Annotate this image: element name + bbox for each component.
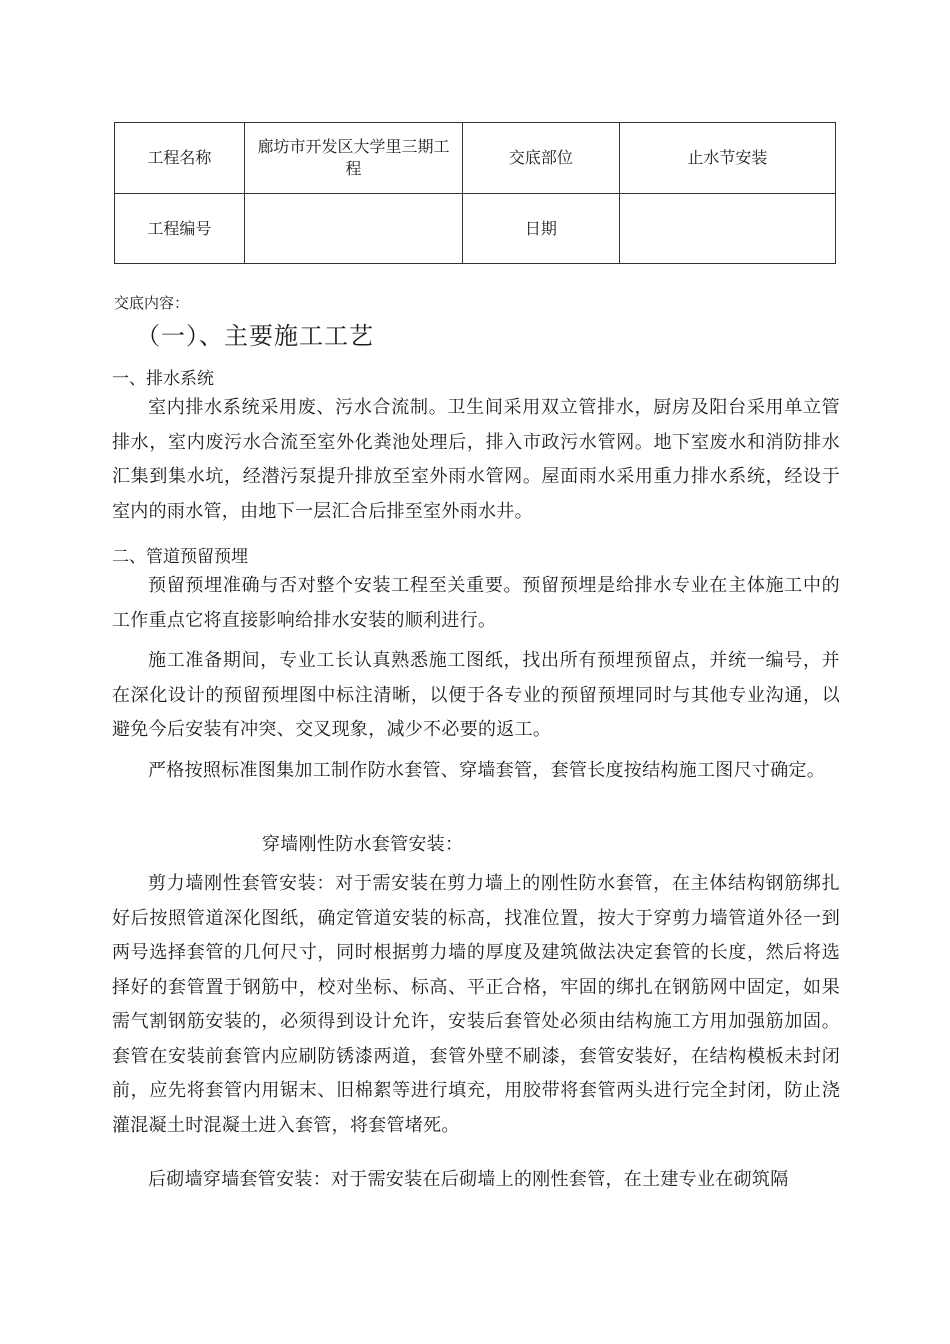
- embedding-paragraph-3: 严格按照标准图集加工制作防水套管、穿墙套管，套管长度按结构施工图尺寸确定。: [148, 760, 826, 781]
- section-title-embedding: 二、管道预留预埋: [112, 547, 248, 567]
- disclosure-part-value: 止水节安装: [619, 123, 835, 194]
- subheading-wall-sleeve: 穿墙刚性防水套管安装：: [262, 834, 464, 855]
- project-number-value: [244, 194, 462, 264]
- embedding-paragraph-2: 施工准备期间，专业工长认真熟悉施工图纸，找出所有预埋预留点，并统一编号，并在深化设计的预留预埋图中标注清晰，以便于各专业的预留预埋同时与其他专业沟通，以避免今后安装有冲突、交叉现象，减少不必要的返工。: [112, 650, 840, 740]
- project-number-label: 工程编号: [115, 194, 245, 264]
- drainage-paragraph: 室内排水系统采用废、污水合流制。卫生间采用双立管排水，厨房及阳台采用单立管排水，室内废污水合流至室外化粪池处理后，排入市政污水管网。地下室废水和消防排水汇集到集水坑，经潜污泵提升排放至室外雨水管网。屋面雨水采用重力排水系统，经设于室内的雨水管，由地下一层汇合后排至室外雨水井。: [112, 397, 840, 522]
- date-label: 日期: [463, 194, 620, 264]
- table-row: [115, 194, 836, 264]
- disclosure-part-label: 交底部位: [463, 123, 620, 194]
- project-name-value: 廊坊市开发区大学里三期工程: [244, 123, 462, 194]
- project-name-label: 工程名称: [115, 123, 245, 194]
- table-row: [115, 123, 836, 194]
- embedding-paragraph-1: 预留预埋准确与否对整个安装工程至关重要。预留预埋是给排水专业在主体施工中的工作重点它将直接影响给排水安装的顺利进行。: [112, 575, 840, 631]
- content-label: 交底内容：: [114, 294, 190, 312]
- section-title-drainage: 一、排水系统: [112, 369, 214, 389]
- masonry-wall-sleeve-paragraph: 后砌墙穿墙套管安装：对于需安装在后砌墙上的刚性套管，在土建专业在砌筑隔: [148, 1169, 789, 1190]
- shear-wall-sleeve-paragraph: 剪力墙刚性套管安装：对于需安装在剪力墙上的刚性防水套管，在主体结构钢筋绑扎好后按照管道深化图纸，确定管道安装的标高，找准位置，按大于穿剪力墙管道外径一到两号选择套管的几何尺寸，同时根据剪力墙的厚度及建筑做法决定套管的长度，然后将选择好的套管置于钢筋中，校对坐标、标高、平正合格，牢固的绑扎在钢筋网中固定，如果需气割钢筋安装的，必须得到设计允许，安装后套管处必须由结构施工方用加强筋加固。套管在安装前套管内应刷防锈漆两道，套管外壁不刷漆，套管安装好，在结构模板未封闭前，应先将套管内用锯末、旧棉絮等进行填充，用胶带将套管两头进行完全封闭，防止浇灌混凝土时混凝土进入套管，将套管堵死。: [112, 873, 840, 1136]
- main-heading: （一）、主要施工工艺: [136, 322, 374, 350]
- date-value: [619, 194, 835, 264]
- project-info-table: [114, 122, 836, 264]
